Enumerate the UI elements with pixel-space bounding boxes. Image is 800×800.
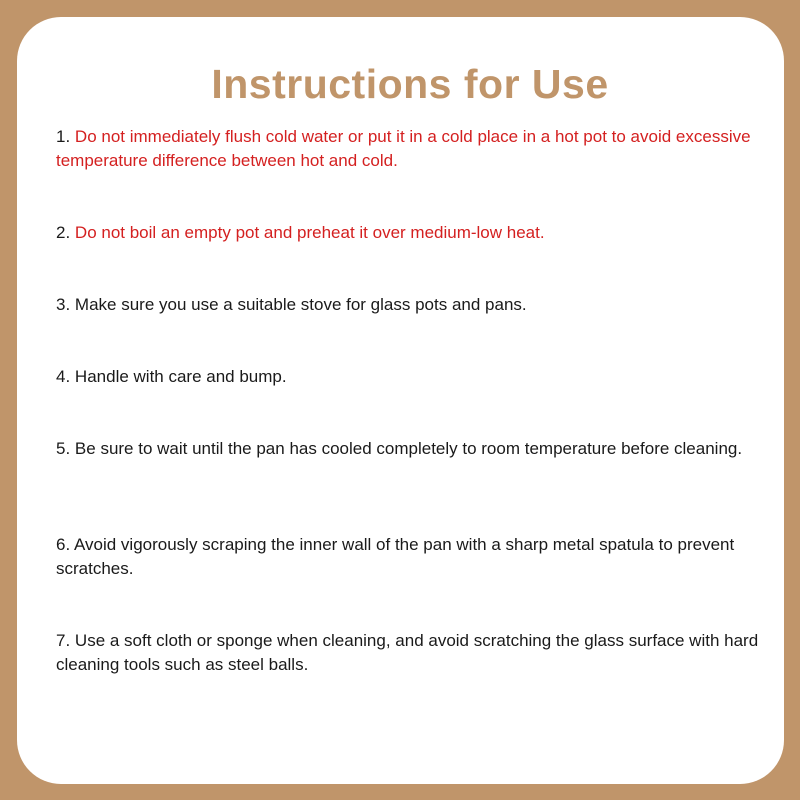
instruction-text: Handle with care and bump. <box>74 367 287 386</box>
instruction-text: Avoid vigorously scraping the inner wall of the pan with a sharp metal spatula to prevent scratches. <box>56 535 735 578</box>
instruction-text: Be sure to wait until the pan has cooled completely to room temperature before cleaning. <box>74 439 743 458</box>
instruction-item-2 <box>56 221 776 245</box>
instruction-number: 6. <box>56 535 71 554</box>
instruction-number: 3. <box>56 295 71 314</box>
instruction-number: 1. <box>56 127 71 146</box>
instruction-item-5 <box>56 437 776 461</box>
instruction-text: Do not immediately flush cold water or put it in a cold place in a hot pot to avoid excessive temperature difference between hot and cold. <box>56 127 751 170</box>
instruction-number: 7. <box>56 631 71 650</box>
instruction-number: 5. <box>56 439 71 458</box>
page-title: Instructions for Use <box>211 61 609 107</box>
instruction-item-7 <box>56 629 776 677</box>
instruction-number: 2. <box>56 223 71 242</box>
instruction-text: Use a soft cloth or sponge when cleaning, and avoid scratching the glass surface with hard cleaning tools such as steel balls. <box>56 631 759 674</box>
instruction-item-6 <box>56 533 776 581</box>
instruction-text: Do not boil an empty pot and preheat it over medium-low heat. <box>74 223 545 242</box>
instructions-card <box>17 17 784 784</box>
instruction-item-4 <box>56 365 776 389</box>
instruction-item-3 <box>56 293 776 317</box>
instruction-item-1 <box>56 125 776 173</box>
instruction-number: 4. <box>56 367 71 386</box>
instruction-text: Make sure you use a suitable stove for glass pots and pans. <box>74 295 527 314</box>
